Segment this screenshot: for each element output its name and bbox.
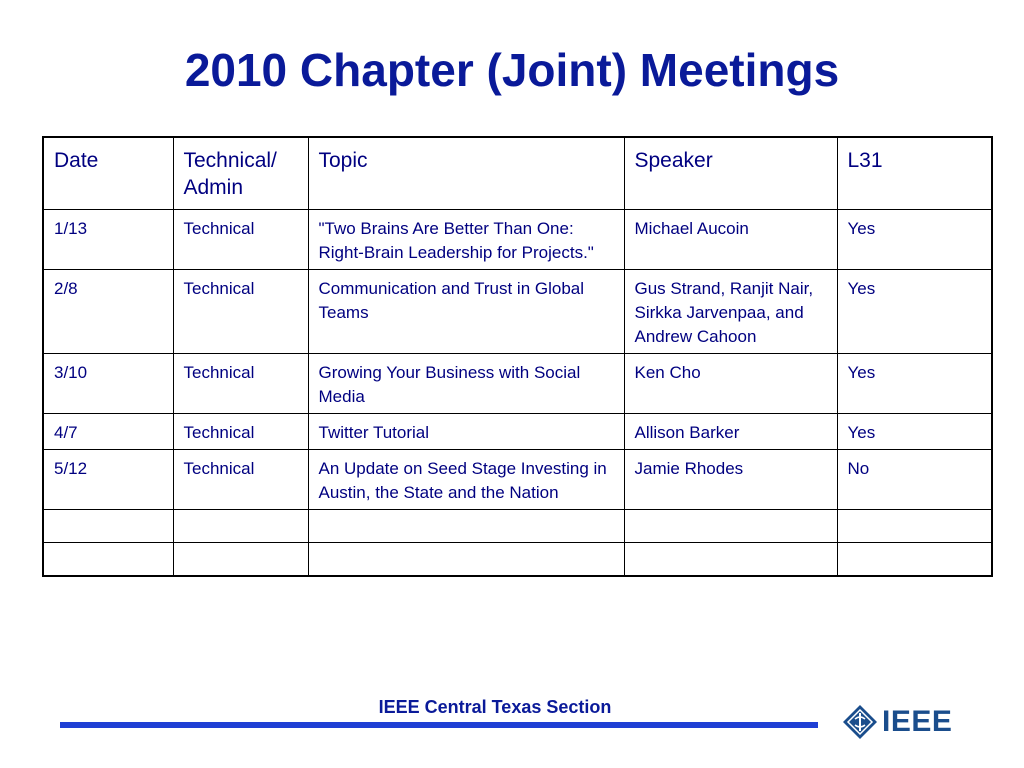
header-speaker: Speaker [624, 137, 837, 210]
cell-date: 4/7 [43, 414, 173, 450]
ieee-diamond-icon [842, 704, 878, 740]
cell-type: Technical [173, 270, 308, 354]
cell-date: 2/8 [43, 270, 173, 354]
cell-l31: No [837, 450, 992, 510]
cell-l31: Yes [837, 354, 992, 414]
cell-type: Technical [173, 450, 308, 510]
table-row [43, 543, 992, 577]
header-technical-admin: Technical/ Admin [173, 137, 308, 210]
table-header-row [43, 137, 992, 210]
cell-topic [308, 510, 624, 543]
cell-topic: Growing Your Business with Social Media [308, 354, 624, 414]
ieee-logo [842, 700, 952, 744]
cell-l31: Yes [837, 414, 992, 450]
cell-type [173, 510, 308, 543]
cell-topic [308, 543, 624, 577]
cell-speaker: Michael Aucoin [624, 210, 837, 270]
cell-speaker: Allison Barker [624, 414, 837, 450]
cell-l31 [837, 510, 992, 543]
cell-l31 [837, 543, 992, 577]
slide-title: 2010 Chapter (Joint) Meetings [184, 44, 840, 96]
footer-divider-bar [60, 722, 818, 728]
header-l31: L31 [837, 137, 992, 210]
header-topic: Topic [308, 137, 624, 210]
ieee-logo-text: IEEE [882, 705, 953, 738]
cell-speaker: Jamie Rhodes [624, 450, 837, 510]
cell-l31: Yes [837, 210, 992, 270]
footer-section-name: IEEE Central Texas Section [378, 697, 612, 717]
cell-topic: Communication and Trust in Global Teams [308, 270, 624, 354]
table-row [43, 510, 992, 543]
table-row [43, 354, 992, 414]
header-date: Date [43, 137, 173, 210]
cell-topic: An Update on Seed Stage Investing in Austin, the State and the Nation [308, 450, 624, 510]
cell-type: Technical [173, 210, 308, 270]
table-row [43, 270, 992, 354]
cell-date: 3/10 [43, 354, 173, 414]
cell-speaker [624, 543, 837, 577]
cell-date [43, 543, 173, 577]
cell-type: Technical [173, 414, 308, 450]
table-row [43, 450, 992, 510]
cell-type: Technical [173, 354, 308, 414]
cell-l31: Yes [837, 270, 992, 354]
table-row [43, 414, 992, 450]
cell-speaker [624, 510, 837, 543]
cell-speaker: Ken Cho [624, 354, 837, 414]
cell-type [173, 543, 308, 577]
table-row [43, 210, 992, 270]
meetings-table [42, 136, 993, 577]
cell-date: 5/12 [43, 450, 173, 510]
cell-date: 1/13 [43, 210, 173, 270]
cell-date [43, 510, 173, 543]
cell-topic: "Two Brains Are Better Than One: Right-Brain Leadership for Projects." [308, 210, 624, 270]
cell-topic: Twitter Tutorial [308, 414, 624, 450]
cell-speaker: Gus Strand, Ranjit Nair, Sirkka Jarvenpaa, and Andrew Cahoon [624, 270, 837, 354]
